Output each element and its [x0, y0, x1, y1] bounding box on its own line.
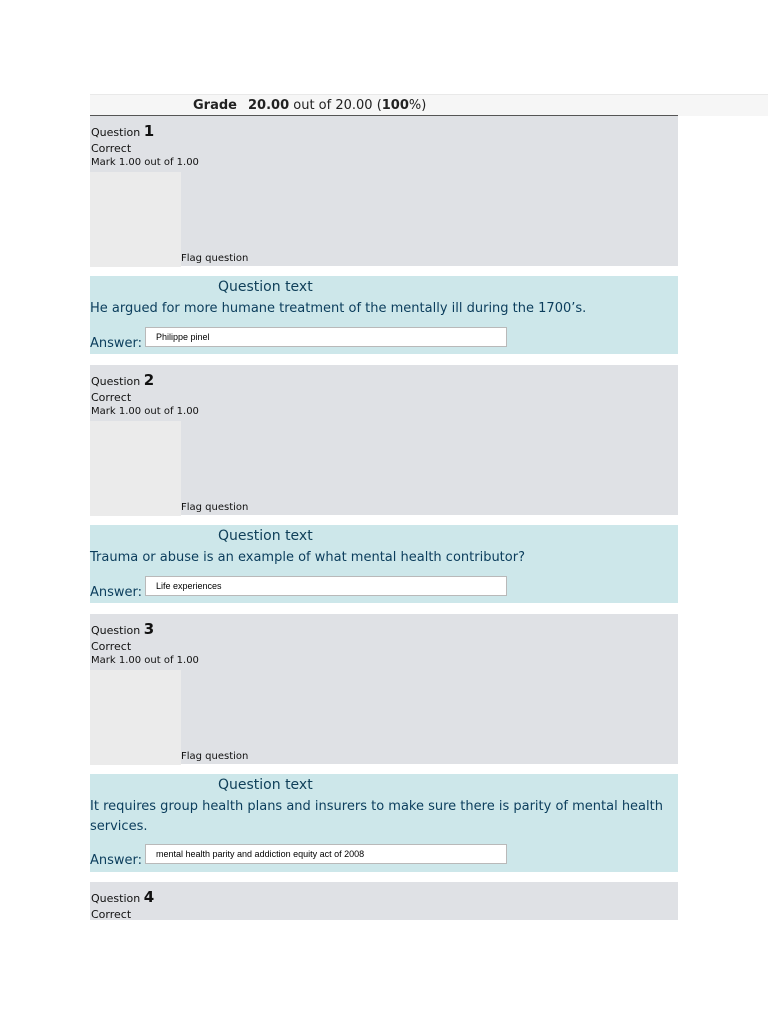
- question-title: [91, 888, 154, 906]
- question-info-2: [90, 365, 678, 515]
- answer-label: Answer:: [90, 336, 143, 351]
- question-number: 4: [143, 888, 155, 906]
- question-title: [91, 620, 154, 638]
- question-prefix: Question: [91, 892, 144, 905]
- question-text-2: [90, 525, 678, 603]
- flag-box: [90, 421, 181, 516]
- grade-out-of: out of 20.00 (: [289, 98, 382, 113]
- question-state: Correct: [91, 908, 132, 921]
- question-mark: Mark 1.00 out of 1.00: [91, 655, 199, 666]
- question-number: 2: [143, 371, 155, 389]
- question-text-body: He argued for more humane treatment of the mentally ill during the 1700’s.: [90, 301, 587, 316]
- question-state: Correct: [91, 640, 132, 653]
- question-prefix: Question: [91, 624, 144, 637]
- question-prefix: Question: [91, 126, 144, 139]
- question-title: [91, 371, 154, 389]
- question-text-label: Question text: [218, 777, 313, 793]
- question-state: Correct: [91, 391, 132, 404]
- answer-input[interactable]: [145, 327, 507, 347]
- flag-box: [90, 670, 181, 765]
- question-mark: Mark 1.00 out of 1.00: [91, 406, 199, 417]
- question-text-3: [90, 774, 678, 872]
- flag-question-link[interactable]: Flag question: [181, 502, 249, 513]
- question-prefix: Question: [91, 375, 144, 388]
- answer-input[interactable]: [145, 844, 507, 864]
- question-text-1: [90, 276, 678, 354]
- grade-score: 20.00: [248, 98, 290, 113]
- grade-percent: 100: [381, 98, 409, 113]
- question-text-label: Question text: [218, 279, 313, 295]
- question-info-1: [90, 116, 678, 266]
- grade-value: [248, 98, 426, 113]
- question-info-4: [90, 882, 678, 920]
- question-text-label: Question text: [218, 528, 313, 544]
- question-mark: Mark 1.00 out of 1.00: [91, 157, 199, 168]
- flag-box: [90, 172, 181, 267]
- grade-percent-suffix: %): [408, 98, 427, 113]
- question-info-3: [90, 614, 678, 764]
- question-text-body: It requires group health plans and insurers to make sure there is parity of mental health services.: [90, 799, 663, 834]
- question-number: 1: [143, 122, 155, 140]
- answer-label: Answer:: [90, 853, 143, 868]
- answer-label: Answer:: [90, 585, 143, 600]
- flag-question-link[interactable]: Flag question: [181, 253, 249, 264]
- question-title: [91, 122, 154, 140]
- grade-label: Grade: [193, 98, 237, 113]
- answer-input[interactable]: [145, 576, 507, 596]
- question-state: Correct: [91, 142, 132, 155]
- flag-question-link[interactable]: Flag question: [181, 751, 249, 762]
- grade-summary: [90, 94, 768, 116]
- question-number: 3: [143, 620, 155, 638]
- question-text-body: Trauma or abuse is an example of what mental health contributor?: [90, 550, 525, 565]
